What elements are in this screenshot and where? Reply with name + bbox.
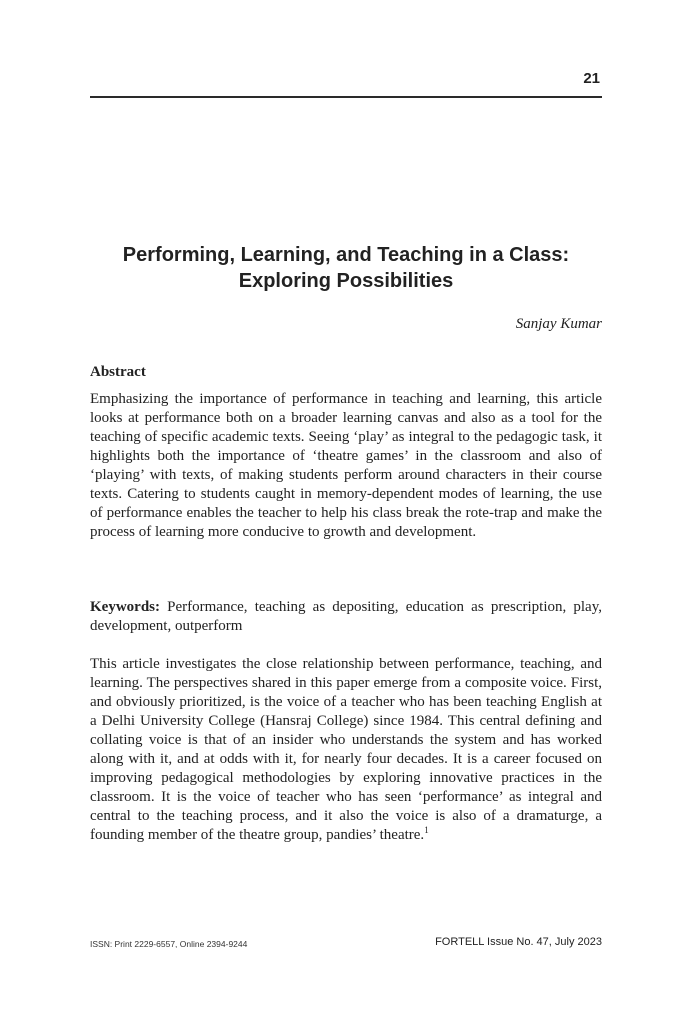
body-text: This article investigates the close relationship between performance, teaching, and learning. The perspectives shared in this paper emerge from a composite voice. First, and obviously prioritized, is the voice of a teacher who has been teaching English at a Delhi University College (Hansraj College) since 1984. This central defining and collating voice is that of an insider who understands the system and has worked along with it, and at odds with it, for nearly four decades. It is a career focused on improving pedagogical methodologies by exploring innovative practices in the classroom. It is the voice of teacher who has seen ‘performance’ as integral and central to the teaching process, and it also the voice is also of a dramaturge, a founding member of the theatre group, pandies’ theatre.	[90, 656, 602, 843]
abstract-paragraph: Emphasizing the importance of performance in teaching and learning, this article looks at performance both on a broader learning canvas and also as a tool for the teaching of specific academic texts. Seeing ‘play’ as integral to the pedagogic task, it highlights both the importance of ‘theatre games’ in the classroom and also of ‘playing’ with texts, of making students perform around characters in their course texts. Catering to students caught in memory-dependent modes of learning, the use of performance enables the teacher to help his class break the rote-trap and make the process of learning more conducive to growth and development.	[90, 391, 602, 540]
footnote-reference[interactable]: 1	[424, 825, 429, 835]
footer-journal-issue: FORTELL Issue No. 47, July 2023	[435, 936, 602, 948]
keywords-list: Performance, teaching as depositing, education as prescription, play, development, outperform	[90, 599, 602, 634]
keywords-label: Keywords:	[90, 599, 160, 615]
article-title	[90, 242, 602, 294]
keywords-paragraph	[90, 598, 602, 636]
footer-issn: ISSN: Print 2229-6557, Online 2394-9244	[90, 939, 248, 949]
author-name: Sanjay Kumar	[515, 316, 602, 332]
abstract-heading: Abstract	[90, 364, 146, 380]
page-number: 21	[583, 70, 600, 87]
article-title-line-1: Performing, Learning, and Teaching in a Class:	[122, 244, 570, 266]
body-paragraph	[90, 655, 602, 845]
header-rule	[90, 96, 602, 98]
article-title-line-2: Exploring Possibilities	[238, 270, 454, 292]
